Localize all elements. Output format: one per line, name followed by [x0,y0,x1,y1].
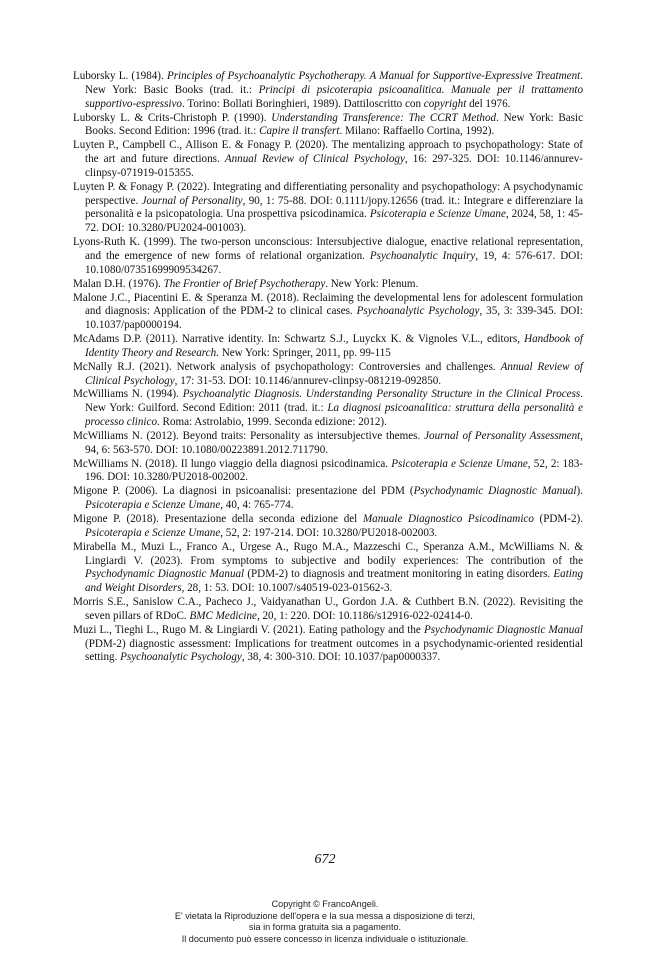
reference-entry [73,513,583,541]
copyright-line: Copyright © FrancoAngeli. [271,899,379,909]
reference-text: McWilliams N. (2012). Beyond traits: Personality as intersubjective themes. [73,429,425,442]
reference-list [73,70,583,665]
reference-entry [73,236,583,278]
reference-entry [73,139,583,181]
reference-text: , 38, 4: 300-310. DOI: 10.1037/pap0000337. [241,651,441,664]
reference-text: , 35, 3: 339-345. DOI: 10.1037/pap0000194. [85,305,583,332]
reference-italic-text: BMC Medicine [189,609,257,622]
reproduction-notice-line: E' vietata la Riproduzione dell'opera e la sua messa a disposizione di terzi, [174,910,476,921]
reference-text: , 40, 4: 765-774. [220,499,294,512]
reference-entry [73,112,583,140]
reference-italic-text: Psychoanalytic Psychology [120,651,242,664]
reference-italic-text: Psychoanalytic Diagnosis. Understanding Personality Structure in the Clinical Process [182,388,581,401]
reference-italic-text: Annual Review of Clinical Psychology [85,360,583,387]
reference-italic-text: The Frontier of Brief Psychotherapy [163,277,326,290]
reference-text: Luborsky L. & Crits-Christoph P. (1990). [73,111,272,124]
reference-entry [73,458,583,486]
reference-entry [73,278,583,292]
reference-italic-text: Understanding Transference: The CCRT Method [271,111,497,124]
reference-entry [73,361,583,389]
reference-text: , 2024, 58, 1: 45-72. DOI: 10.3280/PU2024-001003). [85,208,583,235]
reference-text: Morris S.E., Sanislow C.A., Pacheco J., Vaidyanathan U., Gordon J.A. & Cuthbert B.N. (2022). Revisiting the seven pillars of RDoC. [73,596,583,622]
reference-text: . New York: Springer, 2011, pp. 99-115 [216,346,391,359]
reference-italic-text: Principles of Psychoanalytic Psychotherapy. A Manual for Supportive-Expressive Treatment [166,70,581,82]
reference-text: Malone J.C., Piacentini E. & Speranza M. (2018). Reclaiming the developmental lens for adolescent formulation and diagnosis: Application of the PDM-2 to clinical cases. [73,291,583,318]
reference-italic-text: Journal of Personality [141,194,243,207]
reference-text: McNally R.J. (2021). Network analysis of psychopathology: Controversies and challenges. [73,360,501,373]
reference-text: , 52, 2: 197-214. DOI: 10.3280/PU2018-002003. [220,526,438,539]
reference-italic-text: Handbook of Identity Theory and Research [85,333,583,359]
reference-entry [73,485,583,513]
reference-italic-text: Capire il transfert [259,125,340,138]
reference-text: McAdams D.P. (2011). Narrative identity. In: Schwartz S.J., Luyckx K. & Vignoles V.L., editors, [73,333,525,346]
reference-text: Migone P. (2006). La diagnosi in psicoanalisi: presentazione del PDM ( [73,485,414,498]
reference-text: , 52, 2: 183-196. DOI: 10.3280/PU2018-002002. [85,457,583,484]
reference-italic-text: Psicoterapia e Scienze Umane [391,457,528,470]
reference-text: ). [576,485,583,498]
reference-entry [73,333,583,361]
reference-text: Malan D.H. (1976). [73,277,164,290]
reference-entry [73,292,583,334]
reference-text: , 20, 1: 220. DOI: 10.1186/s12916-022-02414-0. [256,609,473,622]
reference-text: Mirabella M., Muzi L., Franco A., Urgese A., Rugo M.A., Mazzeschi C., Speranza A.M., McWilliams N. & Lingiardi V. (2023). From symptoms to subjective and bodily experiences: The contribution of the [73,540,583,567]
reference-italic-text: Psychoanalytic Inquiry [369,249,476,262]
reference-italic-text: Journal of Personality Assessment [424,429,581,442]
reference-italic-text: Psicoterapia e Scienze Umane [369,208,506,221]
reference-entry [73,181,583,236]
reference-entry [73,430,583,458]
reference-text: , 28, 1: 53. DOI: 10.1007/s40519-023-01562-3. [181,582,393,595]
reference-text: . New York: Plenum. [325,277,419,290]
reference-text: Lyons-Ruth K. (1999). The two-person unconscious: Intersubjective dialogue, enactive relational representation, and the emergence of new forms of relational organization. [73,236,583,262]
reference-text: . New York: Basic Books (trad. it.: [85,70,583,96]
reference-italic-text: La diagnosi psicoanalitica: struttura della personalità e processo clinico [85,402,583,429]
reference-italic-text: Psicoterapia e Scienze Umane [85,499,221,512]
reference-text: Luborsky L. (1984). [73,70,167,82]
reference-text: Luyten P., Campbell C., Allison E. & Fonagy P. (2020). The mentalizing approach to psychopathology: State of the art and future directions. [73,139,583,166]
page-number: 672 [314,852,336,867]
copyright-footer [0,899,650,945]
reference-text: . Roma: Astrolabio, 1999. Seconda edizione: 2012). [157,416,387,429]
reference-text: McWilliams N. (2018). Il lungo viaggio della diagnosi psicodinamica. [73,457,392,470]
reference-text: (PDM-2) diagnostic assessment: Implications for treatment outcomes in a psychodynamic-oriented residential setting. [85,637,583,664]
reference-text: . Torino: Bollati Boringhieri, 1989). Dattiloscritto con [181,97,424,110]
reference-text: del 1976. [466,97,511,110]
license-notice-line: Il documento può essere concesso in licenza individuale o istituzionale. [181,933,469,944]
reference-text: Migone P. (2018). Presentazione della seconda edizione del [73,513,363,525]
reference-italic-text: Eating and Weight Disorders [85,568,583,595]
reference-italic-text: Psychodynamic Diagnostic Manual [413,485,577,498]
reference-entry [73,541,583,596]
reference-entry [73,70,583,112]
reference-text: Luyten P. & Fonagy P. (2022). Integrating and differentiating personality and psychopathology: A psychodynamic perspective. [73,180,583,207]
reference-entry [73,596,583,624]
reference-text: McWilliams N. (1994). [73,388,183,401]
reference-text: . New York: Basic Books. Second Edition: 1996 (trad. it.: [85,111,584,138]
reference-text: , 19, 4: 576-617. DOI: 10.1080/07351699909534267. [85,249,584,276]
reference-entry [73,388,583,430]
reference-text: , 90, 1: 75-88. DOI: 0.1111/jopy.12656 (trad. it.: Integrare e differenziare la personalità e la psicopatologia. Una prospettiva psicodinamica. [85,194,584,221]
reference-text: (PDM-2) to diagnosis and treatment monitoring in eating disorders. [244,568,554,581]
distribution-notice-line: sia in forma gratuita sia a pagamento. [248,922,402,933]
reference-text: , 94, 6: 563-570. DOI: 10.1080/00223891.2012.711790. [85,429,583,456]
reference-italic-text: Psicoterapia e Scienze Umane [85,526,221,539]
reference-text: (PDM-2). [533,513,583,525]
reference-italic-text: Psychoanalytic Psychology [356,305,480,318]
reference-text: Muzi L., Tieghi L., Rugo M. & Lingiardi V. (2021). Eating pathology and the [73,623,424,636]
reference-italic-text: Principi di psicoterapia psicoanalitica. Manuale per il trattamento supportivo-espressivo [85,83,583,110]
reference-italic-text: copyright [423,97,467,110]
reference-text: . New York: Guilford. Second Edition: 2011 (trad. it.: [85,388,584,415]
reference-italic-text: Annual Review of Clinical Psychology [224,153,405,166]
reference-italic-text: Psychodynamic Diagnostic Manual [423,623,583,636]
reference-italic-text: Manuale Diagnostico Psicodinamico [362,513,534,525]
reference-text: . Milano: Raffaello Cortina, 1992). [339,125,495,138]
reference-text: , 16: 297-325. DOI: 10.1146/annurev-clinpsy-071919-015355. [85,153,583,179]
reference-entry [73,624,583,666]
reference-italic-text: Psychodynamic Diagnostic Manual [85,568,245,581]
reference-text: , 17: 31-53. DOI: 10.1146/annurev-clinpsy-081219-092850. [174,374,442,387]
